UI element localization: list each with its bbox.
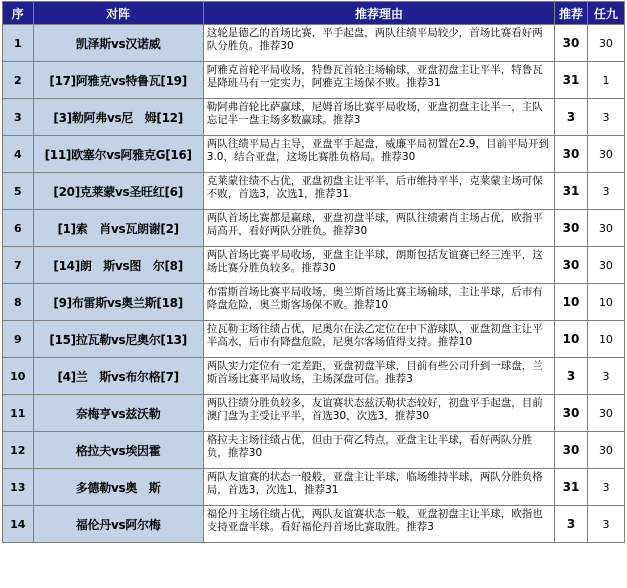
pick-value: 10 xyxy=(555,321,588,358)
pick-value: 3 xyxy=(555,506,588,543)
table-row xyxy=(3,395,625,432)
recommendation-reason: 福伦丹主场往绩占优，两队友谊赛状态一般，亚盘初盘主让半球，欧指也支持亚盘半球。看好福伦丹首场比赛取胜。推荐3 xyxy=(203,506,554,543)
ren9-value: 30 xyxy=(587,395,624,432)
pick-value: 30 xyxy=(555,432,588,469)
header-match: 对阵 xyxy=(33,2,203,25)
table-row xyxy=(3,506,625,543)
ren9-value: 1 xyxy=(587,62,624,99)
header-reason: 推荐理由 xyxy=(203,2,554,25)
pick-value: 30 xyxy=(555,395,588,432)
match-name: [11]欧塞尔vs阿雅克G[16] xyxy=(33,136,203,173)
header-row xyxy=(3,2,625,25)
row-index: 8 xyxy=(3,284,34,321)
recommendation-reason: 两队实力定位有一定差距，亚盘初盘半球，目前有些公司升到一球盘，兰斯首场比赛平局收场，主场深盘可信。推荐3 xyxy=(203,358,554,395)
row-index: 10 xyxy=(3,358,34,395)
pick-value: 31 xyxy=(555,62,588,99)
table-row xyxy=(3,247,625,284)
recommendation-reason: 这轮是德乙的首场比赛，平手起盘，两队往绩平局较少，首场比赛看好两队分胜负。推荐30 xyxy=(203,25,554,62)
row-index: 11 xyxy=(3,395,34,432)
row-index: 14 xyxy=(3,506,34,543)
match-name: [3]勒阿弗vs尼 姆[12] xyxy=(33,99,203,136)
match-name: [17]阿雅克vs特鲁瓦[19] xyxy=(33,62,203,99)
pick-value: 30 xyxy=(555,25,588,62)
pick-value: 30 xyxy=(555,247,588,284)
pick-value: 30 xyxy=(555,136,588,173)
pick-value: 10 xyxy=(555,284,588,321)
table-row xyxy=(3,25,625,62)
ren9-value: 3 xyxy=(587,173,624,210)
table-row xyxy=(3,321,625,358)
pick-value: 31 xyxy=(555,173,588,210)
table-row xyxy=(3,358,625,395)
row-index: 1 xyxy=(3,25,34,62)
ren9-value: 30 xyxy=(587,247,624,284)
recommendation-reason: 格拉夫主场往绩占优，但由于荷乙特点，亚盘主让半球，看好两队分胜负，推荐30 xyxy=(203,432,554,469)
recommendation-reason: 两队往绩平局占主导，亚盘平手起盘，威廉平局初置在2.9，目前平局开到3.0，结合亚盘，这场比赛胜负格局。推荐30 xyxy=(203,136,554,173)
match-name: 奈梅亨vs兹沃勒 xyxy=(33,395,203,432)
ren9-value: 10 xyxy=(587,321,624,358)
recommendation-reason: 阿雅克首轮平局收场，特鲁瓦首轮主场输球，亚盘初盘主让平半，特鲁瓦是降班马有一定实力，阿雅克主场保不败。推荐31 xyxy=(203,62,554,99)
table-row xyxy=(3,284,625,321)
row-index: 4 xyxy=(3,136,34,173)
row-index: 7 xyxy=(3,247,34,284)
ren9-value: 30 xyxy=(587,136,624,173)
table-row xyxy=(3,136,625,173)
match-name: [15]拉瓦勒vs尼奥尔[13] xyxy=(33,321,203,358)
recommendation-reason: 布雷斯首场比赛平局收场，奥兰斯首场比赛主场输球，主让半球，后市有降盘危险，奥兰斯客场保不败。推荐10 xyxy=(203,284,554,321)
match-name: 多德勒vs奥 斯 xyxy=(33,469,203,506)
table-row xyxy=(3,173,625,210)
ren9-value: 3 xyxy=(587,506,624,543)
table-row xyxy=(3,210,625,247)
row-index: 6 xyxy=(3,210,34,247)
table-row xyxy=(3,469,625,506)
match-name: [4]兰 斯vs布尔格[7] xyxy=(33,358,203,395)
ren9-value: 3 xyxy=(587,99,624,136)
recommendation-reason: 两队首场比赛平局收场，亚盘主让半球，朗斯包括友谊赛已经三连平，这场比赛分胜负较多。推荐30 xyxy=(203,247,554,284)
table-row xyxy=(3,432,625,469)
recommendation-reason: 两队往绩分胜负较多，友谊赛状态兹沃勒状态较好，初盘平手起盘，目前澳门盘为主受让平半，首选30，次选3，推荐30 xyxy=(203,395,554,432)
row-index: 13 xyxy=(3,469,34,506)
ren9-value: 30 xyxy=(587,210,624,247)
ren9-value: 30 xyxy=(587,25,624,62)
pick-value: 3 xyxy=(555,358,588,395)
ren9-value: 3 xyxy=(587,469,624,506)
recommendation-reason: 克莱蒙往绩不占优，亚盘初盘主让平半，后市维持平半，克莱蒙主场可保不败，首选3，次选1，推荐31 xyxy=(203,173,554,210)
row-index: 3 xyxy=(3,99,34,136)
match-name: 福伦丹vs阿尔梅 xyxy=(33,506,203,543)
match-name: [9]布雷斯vs奥兰斯[18] xyxy=(33,284,203,321)
row-index: 2 xyxy=(3,62,34,99)
ren9-value: 3 xyxy=(587,358,624,395)
match-name: 凯泽斯vs汉诺威 xyxy=(33,25,203,62)
recommendation-reason: 勒阿弗首轮比萨赢球，尼姆首场比赛平局收场，亚盘初盘主让半一，主队忘记半一盘主场多数赢球。推荐3 xyxy=(203,99,554,136)
pick-value: 30 xyxy=(555,210,588,247)
table-row xyxy=(3,99,625,136)
header-index: 序 xyxy=(3,2,34,25)
recommendation-table xyxy=(2,1,625,543)
match-name: [1]索 肖vs瓦朗谢[2] xyxy=(33,210,203,247)
row-index: 9 xyxy=(3,321,34,358)
header-ren9: 任九 xyxy=(587,2,624,25)
row-index: 5 xyxy=(3,173,34,210)
pick-value: 3 xyxy=(555,99,588,136)
recommendation-reason: 两队友谊赛的状态一般般，亚盘主让半球，临场维持半球，两队分胜负格局，首选3，次选1，推荐31 xyxy=(203,469,554,506)
table-row xyxy=(3,62,625,99)
header-pick: 推荐 xyxy=(555,2,588,25)
recommendation-reason: 拉瓦勒主场往绩占优，尼奥尔在法乙定位在中下游球队，亚盘初盘主让平半高水，后市有降盘危险，尼奥尔客场值得支持。推荐10 xyxy=(203,321,554,358)
ren9-value: 10 xyxy=(587,284,624,321)
match-name: [20]克莱蒙vs圣旺红[6] xyxy=(33,173,203,210)
recommendation-reason: 两队首场比赛都是赢球，亚盘初盘半球，两队往绩索肖主场占优，欧指平局高开，看好两队分胜负。推荐30 xyxy=(203,210,554,247)
pick-value: 31 xyxy=(555,469,588,506)
row-index: 12 xyxy=(3,432,34,469)
match-name: 格拉夫vs埃因霍 xyxy=(33,432,203,469)
ren9-value: 30 xyxy=(587,432,624,469)
match-name: [14]朗 斯vs图 尔[8] xyxy=(33,247,203,284)
